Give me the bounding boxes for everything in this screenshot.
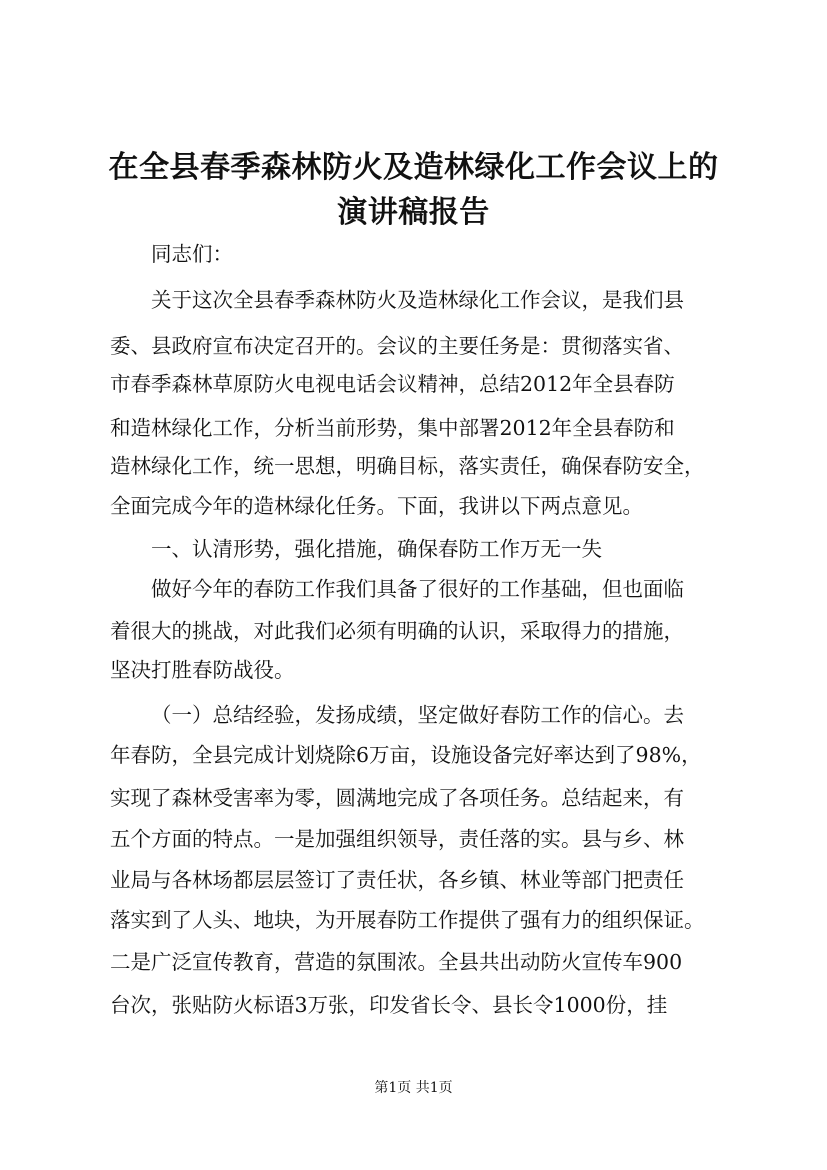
body-line: 造林绿化工作，统一思想，明确目标，落实责任，确保春防安全， <box>110 454 705 478</box>
body-line: 坚决打胜春防战役。 <box>110 658 295 682</box>
body-line: 全面完成今年的造林绿化任务。下面，我讲以下两点意见。 <box>110 494 643 518</box>
body-line: 年春防，全县完成计划烧除6万亩，设施设备完好率达到了98%， <box>110 743 702 767</box>
body-line: 着很大的挑战，对此我们必须有明确的认识，采取得力的措施， <box>110 619 684 643</box>
body-line: 委、县政府宣布决定召开的。会议的主要任务是：贯彻落实省、 <box>110 334 684 358</box>
body-line: 市春季森林草原防火电视电话会议精神，总结2012年全县春防 <box>110 372 675 396</box>
body-line: 台次，张贴防火标语3万张，印发省长令、县长令1000份，挂 <box>110 993 668 1017</box>
subsection-line: （一）总结经验，发扬成绩，坚定做好春防工作的信心。去 <box>151 703 684 727</box>
section-heading: 一、认清形势，强化措施，确保春防工作万无一失 <box>151 537 602 561</box>
body-line: 和造林绿化工作，分析当前形势，集中部署2012年全县春防和 <box>110 416 675 440</box>
salutation: 同志们： <box>151 242 233 266</box>
body-line: 五个方面的特点。一是加强组织领导，责任落的实。县与乡、林 <box>110 827 684 851</box>
body-line: 业局与各林场都层层签订了责任状，各乡镇、林业等部门把责任 <box>110 868 684 892</box>
body-line: 二是广泛宣传教育，营造的氛围浓。全县共出动防火宣传车900 <box>110 950 683 974</box>
body-line: 实现了森林受害率为零，圆满地完成了各项任务。总结起来，有 <box>110 786 684 810</box>
body-line: 做好今年的春防工作我们具备了很好的工作基础，但也面临 <box>151 577 684 601</box>
document-title-line-2: 演讲稿报告 <box>337 195 490 230</box>
body-line: 落实到了人头、地块，为开展春防工作提供了强有力的组织保证。 <box>110 908 705 932</box>
page-footer: 第1页 共1页 <box>374 1080 453 1096</box>
document-title-line-1: 在全县春季森林防火及造林绿化工作会议上的 <box>108 150 719 185</box>
body-line: 关于这次全县春季森林防火及造林绿化工作会议，是我们县 <box>151 288 684 312</box>
